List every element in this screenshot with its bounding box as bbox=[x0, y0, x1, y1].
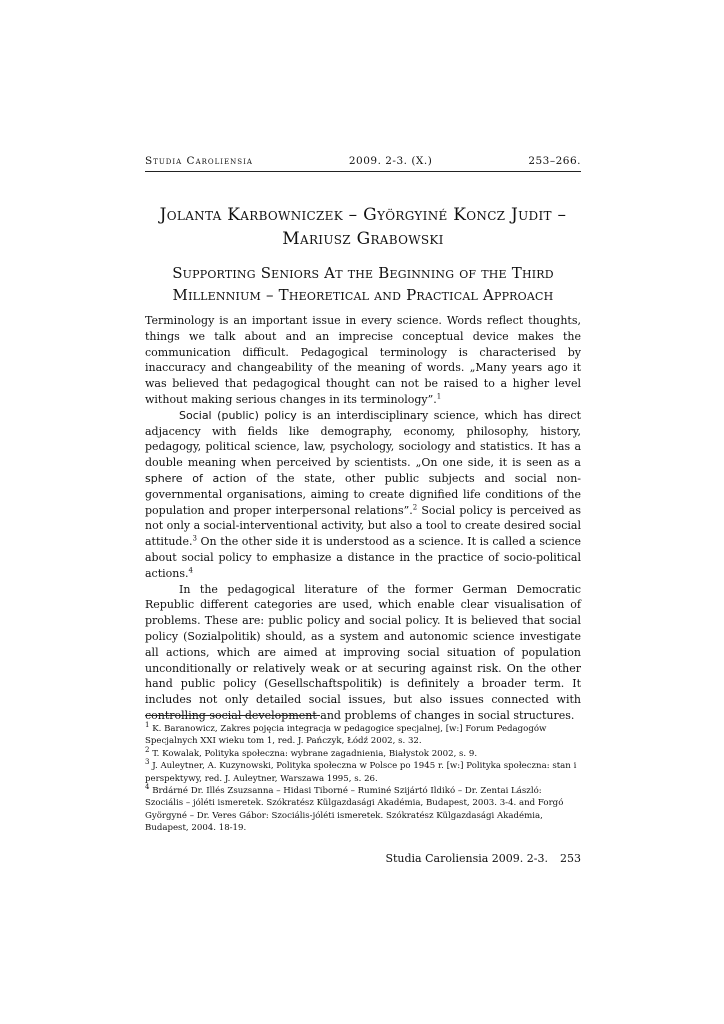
footnote-1: $^1$ K. Baranowicz, Zakres pojęcia integracja w pedagogice specjalnej, [w:] Forum Pedagogów Specjalnych XXI wieku tom 1, red. J. Pańczyk, Łódź 2002, s. 32. bbox=[145, 721, 547, 747]
page-footer bbox=[145, 852, 581, 865]
footnote-ref-3[interactable]: 3 bbox=[192, 534, 197, 543]
authors bbox=[145, 203, 581, 251]
paragraph-3: In the pedagogical literature of the former German Democratic Republic different categories are used, which enable clear visualisation of problems. These are: public policy and social policy. It is believed that social policy (Sozialpolitik) should, as a system and autonomic science investigate all actions, which are aimed at improving social situation of population unconditionally or relatively weak or at securing against risk. On the other hand public policy (Gesellschaftspolitik) is definitely a broader term. It includes not only detailed social issues, but also issues connected with controlling social development and problems of changes in social structures. bbox=[145, 582, 581, 722]
body-text bbox=[145, 313, 581, 724]
footnote-ref-4[interactable]: 4 bbox=[188, 566, 193, 575]
page-range: 253–266. bbox=[528, 155, 581, 167]
article-title bbox=[145, 262, 581, 306]
running-header bbox=[145, 155, 581, 167]
page-number: 253 bbox=[560, 852, 581, 865]
title-line-1: Supporting Seniors At the Beginning of the Third bbox=[172, 264, 554, 282]
title-line-2: Millennium – Theoretical and Practical Approach bbox=[172, 286, 554, 304]
authors-line-1: Jolanta Karbowniczek – Györgyiné Koncz Judit – bbox=[159, 205, 567, 225]
footnote-3: $^3$ J. Auleytner, A. Kuzynowski, Polityka społeczna w Polsce po 1945 r. [w:] Polityka społeczna: stan i perspektywy, red. J. Auleytner, Warszawa 1995, s. 26. bbox=[145, 758, 577, 784]
footnote-ref-2[interactable]: 2 bbox=[412, 502, 418, 511]
issue-info: 2009. 2-3. (X.) bbox=[348, 155, 433, 167]
footnotes bbox=[145, 723, 581, 835]
authors-line-2: Mariusz Grabowski bbox=[282, 229, 444, 249]
footer-journal: Studia Caroliensia 2009. 2-3. bbox=[385, 852, 548, 865]
term-sphere-of-action: sphere of action bbox=[145, 471, 247, 485]
term-social-policy: Social (public) policy bbox=[179, 408, 297, 422]
footnote-rule bbox=[145, 715, 320, 716]
paragraph-2: Social (public) policy is an interdisciplinary science, which has direct adjacency with fields like demography, economy, philosophy, history, pedagogy, political science, law, psychology, sociology and statistics. It has a double meaning when perceived by scientists. „On one side, it is seen as a sphere of action of the state, other public subjects and social non-governmental organisations, aiming to create dignified life conditions of the population and proper interpersonal relations”.$^2$ Social policy is perceived as not only a social-interventional activity, but also a tool to create desired social attitude.$^3$ On the other side it is understood as a science. It is called a science about social policy to emphasize a distance in the practice of socio-political actions.$^4$ bbox=[145, 408, 581, 580]
footnote-2: $^2$ T. Kowalak, Polityka społeczna: wybrane zagadnienia, Białystok 2002, s. 9. bbox=[145, 745, 478, 759]
journal-name: Studia Caroliensia bbox=[145, 155, 253, 167]
header-rule bbox=[145, 171, 581, 172]
footnote-ref-1[interactable]: 1 bbox=[436, 392, 442, 401]
footnote-4: $^4$ Brdárné Dr. Illés Zsuzsanna – Hidasi Tiborné – Ruminé Szijártó Ildikó – Dr. Zentai László: Szociális – jóléti ismeretek. Szókratész Külgazdasági Akadémia, Budapest, 2003. 3-4. and Forgó Györgyné – Dr. Veres Gábor: Szociális-jóléti ismeretek. Szókratész Külgazdasági Akadémia, Budapest, 2004. 18-19. bbox=[145, 783, 564, 834]
paragraph-1: Terminology is an important issue in every science. Words reflect thoughts, things we talk about and an imprecise conceptual device makes the communication difficult. Pedagogical terminology is characterised by inaccuracy and changeability of the meaning of words. „Many years ago it was believed that pedagogical thought can not be raised to a higher level without making serious changes in its terminology”.$^1$ bbox=[145, 314, 581, 406]
